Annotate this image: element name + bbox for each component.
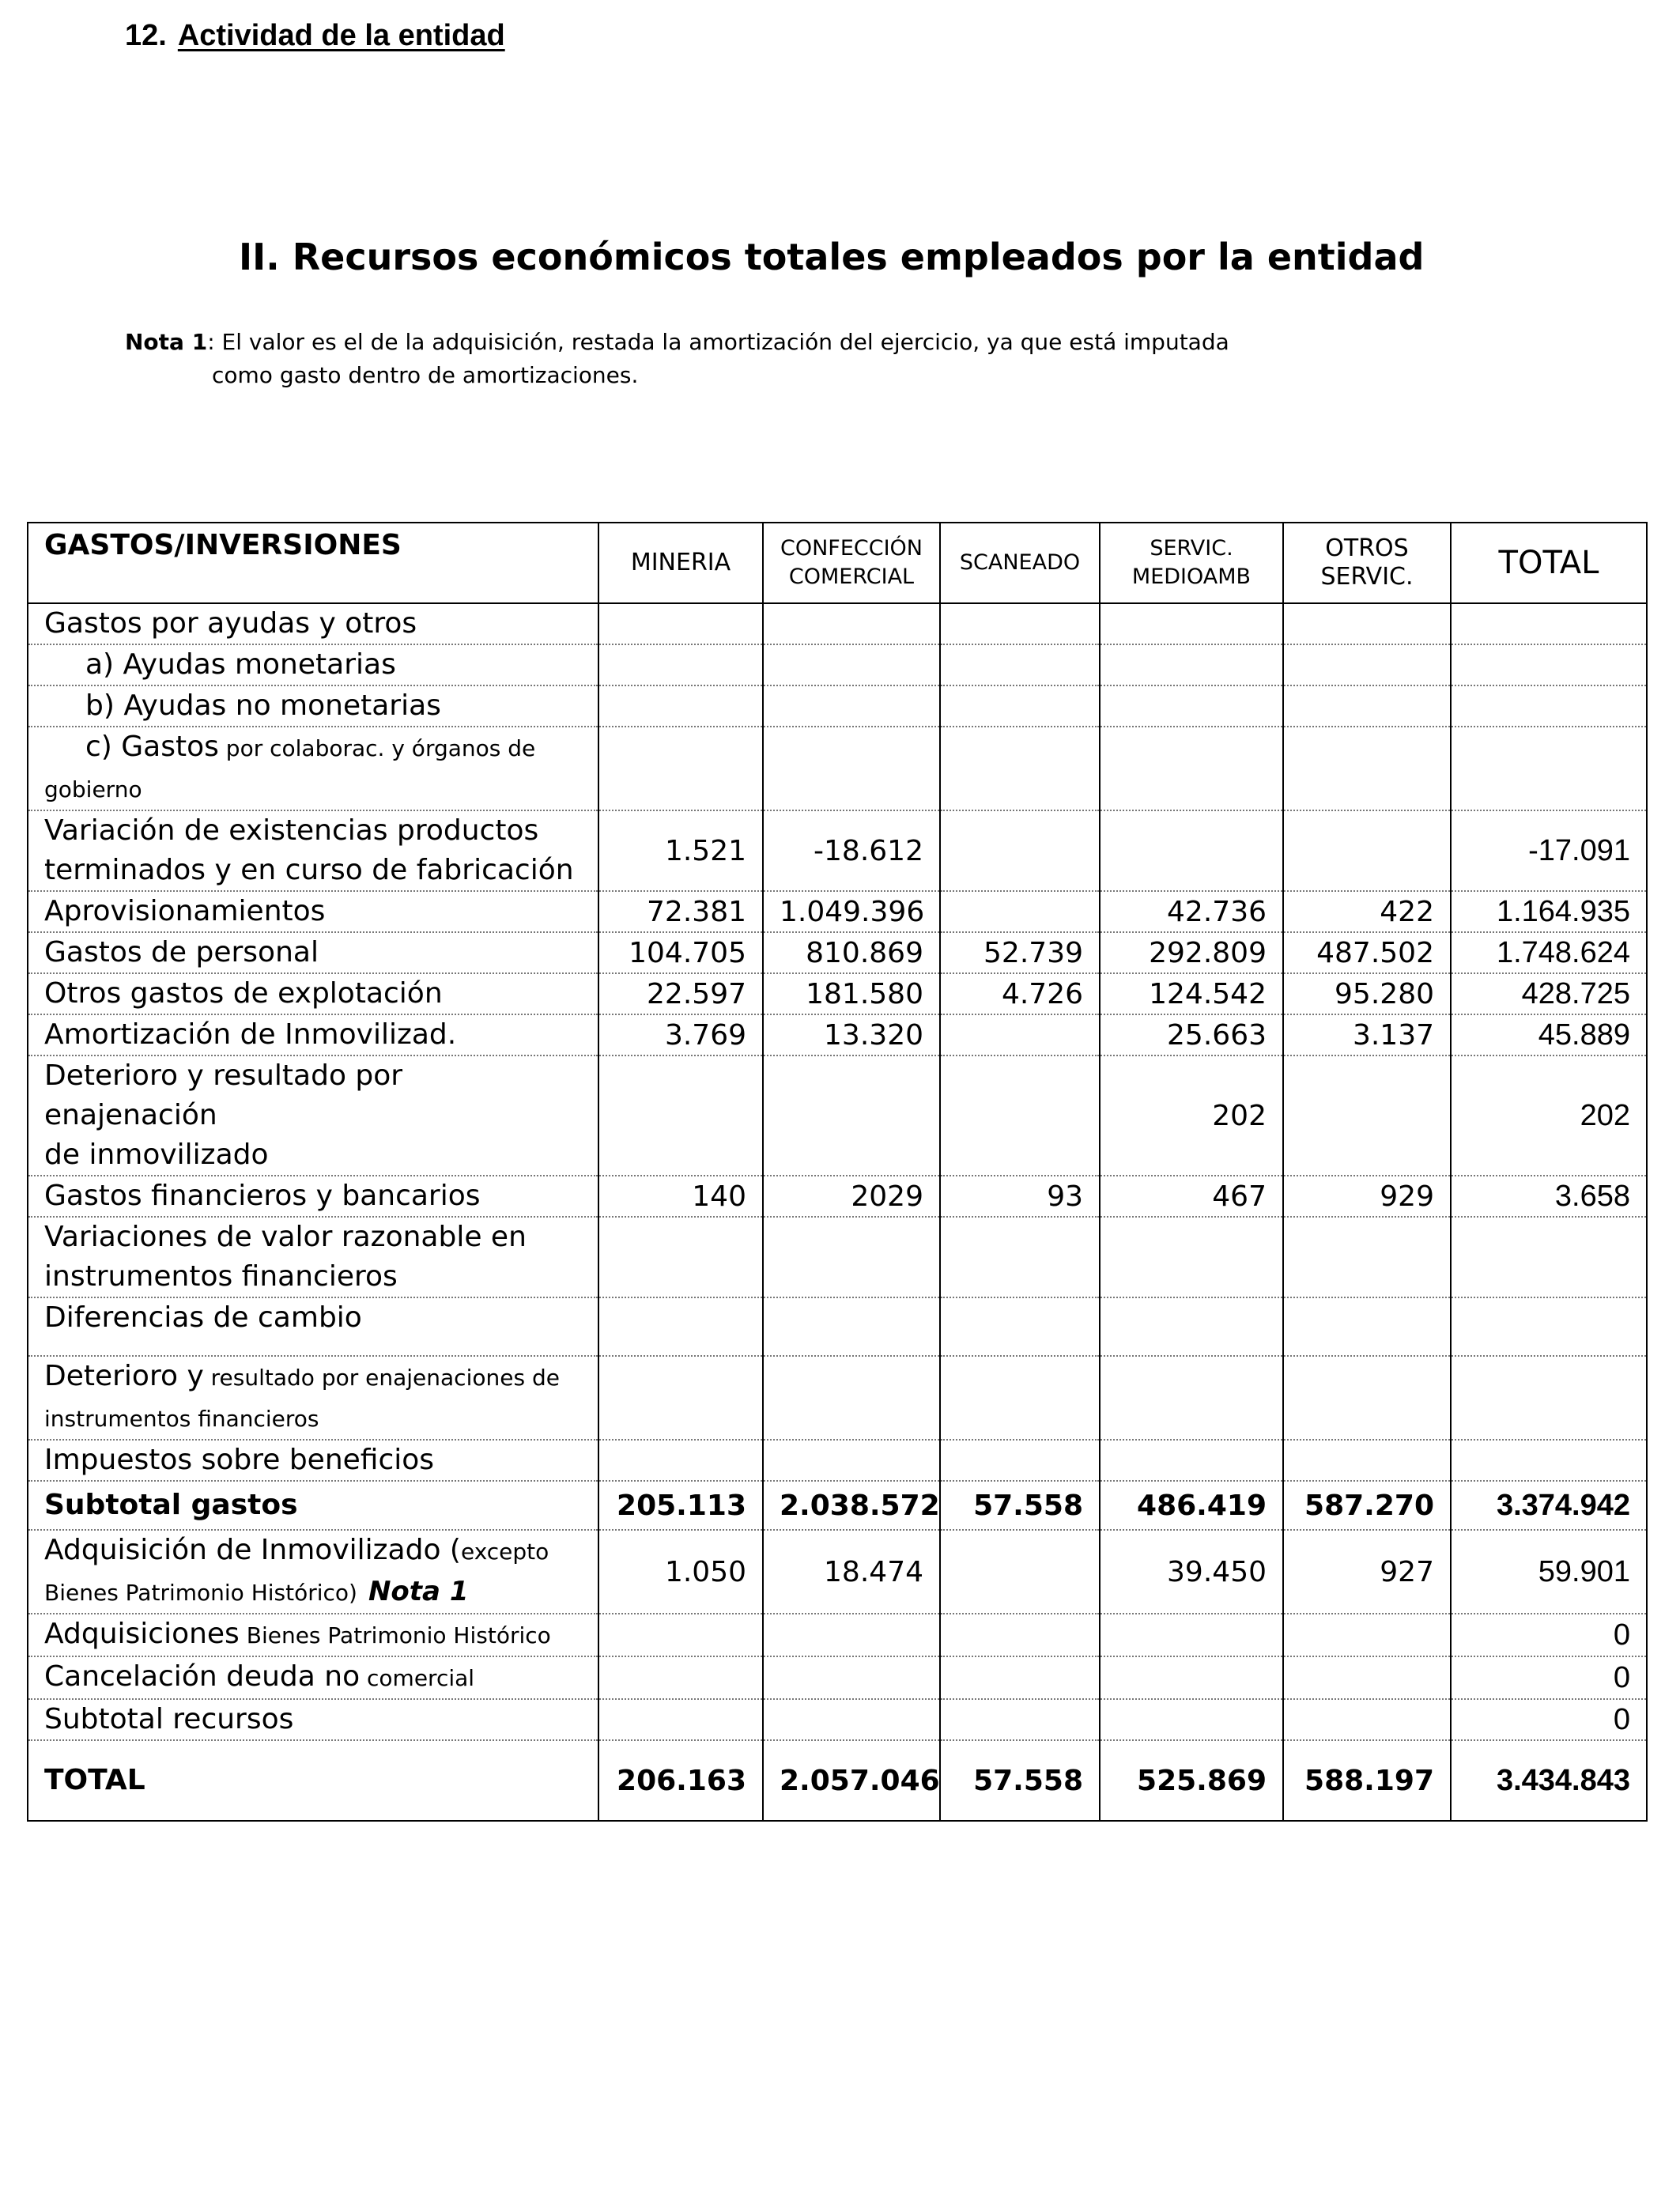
cell-confeccion: 2.057.046 — [763, 1740, 940, 1821]
cell-otros — [1283, 685, 1451, 727]
row-label — [28, 1614, 598, 1656]
cell-scaneado — [940, 1699, 1100, 1740]
row-label — [28, 1217, 598, 1297]
cell-scaneado: 93 — [940, 1176, 1100, 1217]
cell-total — [1451, 644, 1647, 685]
cell-total: 0 — [1451, 1656, 1647, 1699]
row-label — [28, 1356, 598, 1440]
cell-confeccion: 181.580 — [763, 973, 940, 1014]
table-row — [28, 727, 1647, 810]
cell-confeccion — [763, 1699, 940, 1740]
cell-confeccion: 2.038.572 — [763, 1481, 940, 1530]
cell-confeccion — [763, 1356, 940, 1440]
table-row — [28, 891, 1647, 932]
cell-otros: 927 — [1283, 1530, 1451, 1614]
cell-confeccion — [763, 603, 940, 644]
cell-scaneado: 52.739 — [940, 932, 1100, 973]
row-label-main: Adquisición de Inmovilizado ( — [44, 1534, 461, 1566]
row-label — [28, 810, 598, 891]
cell-otros — [1283, 1297, 1451, 1356]
cell-servic — [1100, 1614, 1283, 1656]
row-label: Subtotal recursos — [28, 1699, 598, 1740]
row-label-line2: terminados y en curso de fabricación — [44, 854, 574, 886]
cell-mineria: 22.597 — [598, 973, 763, 1014]
cell-scaneado — [940, 1614, 1100, 1656]
cell-otros: 487.502 — [1283, 932, 1451, 973]
cell-total — [1451, 685, 1647, 727]
cell-scaneado: 4.726 — [940, 973, 1100, 1014]
cell-servic — [1100, 1356, 1283, 1440]
cell-confeccion: -18.612 — [763, 810, 940, 891]
cell-scaneado — [940, 1656, 1100, 1699]
cell-total: 3.434.843 — [1451, 1740, 1647, 1821]
cell-total — [1451, 727, 1647, 810]
cell-scaneado — [940, 603, 1100, 644]
row-label-small-2: Bienes Patrimonio Histórico) — [44, 1580, 357, 1606]
cell-total: 0 — [1451, 1699, 1647, 1740]
cell-confeccion — [763, 1440, 940, 1481]
cell-total: 59.901 — [1451, 1530, 1647, 1614]
subtotal-gastos-row — [28, 1481, 1647, 1530]
cell-servic — [1100, 685, 1283, 727]
table-row — [28, 1656, 1647, 1699]
row-label-small: resultado por enajenaciones de — [203, 1365, 560, 1391]
cell-mineria — [598, 1656, 763, 1699]
row-label-small: excepto — [460, 1539, 549, 1565]
row-label — [28, 1055, 598, 1176]
row-label-line1: Variación de existencias productos — [44, 814, 539, 847]
row-label: TOTAL — [28, 1740, 598, 1821]
cell-confeccion — [763, 685, 940, 727]
cell-mineria — [598, 1297, 763, 1356]
cell-mineria: 1.050 — [598, 1530, 763, 1614]
table-row — [28, 1440, 1647, 1481]
cell-scaneado — [940, 685, 1100, 727]
cell-total: 202 — [1451, 1055, 1647, 1176]
section-title: Actividad de la entidad — [177, 19, 505, 52]
cell-mineria: 72.381 — [598, 891, 763, 932]
row-label-small-2: gobierno — [44, 776, 142, 802]
cell-otros — [1283, 1440, 1451, 1481]
header-otros-line2: SERVIC. — [1320, 563, 1414, 591]
cell-servic — [1100, 603, 1283, 644]
cell-otros: 95.280 — [1283, 973, 1451, 1014]
table-row — [28, 685, 1647, 727]
cell-otros: 929 — [1283, 1176, 1451, 1217]
header-gastos-inversiones: GASTOS/INVERSIONES — [28, 523, 598, 603]
cell-total — [1451, 1356, 1647, 1440]
cell-servic: 42.736 — [1100, 891, 1283, 932]
cell-mineria — [598, 1699, 763, 1740]
cell-total: 0 — [1451, 1614, 1647, 1656]
note-label: Nota 1 — [125, 329, 208, 355]
row-label-small: comercial — [360, 1665, 475, 1691]
cell-servic: 25.663 — [1100, 1014, 1283, 1055]
header-confeccion-line2: COMERCIAL — [788, 565, 915, 589]
row-label: Aprovisionamientos — [28, 891, 598, 932]
cell-total: 45.889 — [1451, 1014, 1647, 1055]
note-line-2: como gasto dentro de amortizaciones. — [212, 362, 639, 388]
cell-total: 3.374.942 — [1451, 1481, 1647, 1530]
row-label: Subtotal gastos — [28, 1481, 598, 1530]
row-label-line2: instrumentos financieros — [44, 1260, 398, 1293]
row-label: b) Ayudas no monetarias — [28, 685, 598, 727]
row-label-line1: Variaciones de valor razonable en — [44, 1221, 527, 1253]
section-heading — [125, 19, 505, 53]
row-label — [28, 1530, 598, 1614]
header-servic-medioamb — [1100, 523, 1283, 603]
cell-otros — [1283, 603, 1451, 644]
cell-confeccion: 2029 — [763, 1176, 940, 1217]
cell-total — [1451, 1217, 1647, 1297]
page-subtitle: II. Recursos económicos totales empleados por la entidad — [239, 236, 1425, 278]
cell-confeccion — [763, 727, 940, 810]
cell-otros: 588.197 — [1283, 1740, 1451, 1821]
row-label: Impuestos sobre beneficios — [28, 1440, 598, 1481]
row-label: Diferencias de cambio — [28, 1297, 598, 1356]
table-row — [28, 644, 1647, 685]
nota-1-tag: Nota 1 — [368, 1576, 469, 1607]
cell-confeccion — [763, 1055, 940, 1176]
cell-mineria: 140 — [598, 1176, 763, 1217]
cell-confeccion: 13.320 — [763, 1014, 940, 1055]
table-row — [28, 1297, 1647, 1356]
cell-total: 1.748.624 — [1451, 932, 1647, 973]
cell-total — [1451, 1440, 1647, 1481]
cell-mineria — [598, 685, 763, 727]
cell-mineria — [598, 1356, 763, 1440]
row-label: Gastos financieros y bancarios — [28, 1176, 598, 1217]
cell-servic — [1100, 1217, 1283, 1297]
cell-otros — [1283, 1356, 1451, 1440]
cell-otros — [1283, 644, 1451, 685]
cell-scaneado — [940, 1055, 1100, 1176]
cell-mineria — [598, 603, 763, 644]
cell-total: 1.164.935 — [1451, 891, 1647, 932]
cell-servic — [1100, 1656, 1283, 1699]
cell-otros — [1283, 1614, 1451, 1656]
cell-mineria: 104.705 — [598, 932, 763, 973]
cell-servic — [1100, 727, 1283, 810]
cell-mineria — [598, 1217, 763, 1297]
row-label — [28, 1656, 598, 1699]
table-row — [28, 1699, 1647, 1740]
table-header-row — [28, 523, 1647, 603]
cell-scaneado: 57.558 — [940, 1481, 1100, 1530]
table-row — [28, 1356, 1647, 1440]
cell-servic: 39.450 — [1100, 1530, 1283, 1614]
cell-servic: 202 — [1100, 1055, 1283, 1176]
cell-total: 428.725 — [1451, 973, 1647, 1014]
cell-scaneado — [940, 891, 1100, 932]
header-mineria: MINERIA — [598, 523, 763, 603]
table-row — [28, 603, 1647, 644]
cell-scaneado — [940, 1014, 1100, 1055]
table-row — [28, 1014, 1647, 1055]
cell-scaneado — [940, 644, 1100, 685]
cell-confeccion — [763, 1614, 940, 1656]
cell-servic: 124.542 — [1100, 973, 1283, 1014]
row-label: Otros gastos de explotación — [28, 973, 598, 1014]
header-scaneado: SCANEADO — [940, 523, 1100, 603]
total-row — [28, 1740, 1647, 1821]
cell-scaneado — [940, 1356, 1100, 1440]
cell-mineria — [598, 644, 763, 685]
row-label-main: Deterioro y — [44, 1360, 204, 1392]
table-row — [28, 1217, 1647, 1297]
cell-confeccion — [763, 644, 940, 685]
cell-servic — [1100, 1440, 1283, 1481]
cell-otros — [1283, 1699, 1451, 1740]
cell-servic: 292.809 — [1100, 932, 1283, 973]
table-row — [28, 810, 1647, 891]
note-1 — [125, 326, 1229, 392]
table-row — [28, 1176, 1647, 1217]
cell-otros — [1283, 1217, 1451, 1297]
table-row — [28, 932, 1647, 973]
row-label: a) Ayudas monetarias — [28, 644, 598, 685]
cell-scaneado — [940, 1217, 1100, 1297]
cell-mineria: 206.163 — [598, 1740, 763, 1821]
row-label: Amortización de Inmovilizad. — [28, 1014, 598, 1055]
table-row — [28, 973, 1647, 1014]
header-servic-line2: MEDIOAMB — [1131, 565, 1252, 589]
cell-confeccion — [763, 1217, 940, 1297]
cell-scaneado — [940, 810, 1100, 891]
row-label-main: Adquisiciones — [44, 1618, 240, 1650]
cell-mineria — [598, 1055, 763, 1176]
header-confeccion-comercial — [763, 523, 940, 603]
cell-otros — [1283, 727, 1451, 810]
row-label-main: Cancelación deuda no — [44, 1660, 361, 1693]
cell-total: 3.658 — [1451, 1176, 1647, 1217]
cell-otros — [1283, 1055, 1451, 1176]
cell-scaneado — [940, 1440, 1100, 1481]
row-label: Gastos por ayudas y otros — [28, 603, 598, 644]
cell-confeccion — [763, 1656, 940, 1699]
cell-servic — [1100, 644, 1283, 685]
header-servic-line1: SERVIC. — [1150, 536, 1233, 561]
header-otros-line1: OTROS — [1325, 534, 1409, 562]
row-label-small: Bienes Patrimonio Histórico — [239, 1622, 551, 1648]
cell-confeccion: 810.869 — [763, 932, 940, 973]
cell-confeccion: 18.474 — [763, 1530, 940, 1614]
cell-otros — [1283, 1656, 1451, 1699]
cell-mineria — [598, 1614, 763, 1656]
table-row — [28, 1055, 1647, 1176]
cell-mineria: 3.769 — [598, 1014, 763, 1055]
cell-total: -17.091 — [1451, 810, 1647, 891]
cell-scaneado — [940, 1530, 1100, 1614]
cell-servic — [1100, 1297, 1283, 1356]
note-line-1: : El valor es el de la adquisición, restada la amortización del ejercicio, ya que está imputada — [207, 329, 1229, 355]
row-label — [28, 727, 598, 810]
table-row — [28, 1530, 1647, 1614]
header-otros-servic — [1283, 523, 1451, 603]
cell-mineria — [598, 727, 763, 810]
cell-total — [1451, 603, 1647, 644]
row-label: Gastos de personal — [28, 932, 598, 973]
cell-servic — [1100, 1699, 1283, 1740]
table-row — [28, 1614, 1647, 1656]
header-confeccion-line1: CONFECCIÓN — [780, 536, 923, 561]
cell-otros — [1283, 810, 1451, 891]
cell-scaneado — [940, 1297, 1100, 1356]
row-label-small: por colaborac. y órganos de — [218, 735, 536, 761]
cell-servic: 486.419 — [1100, 1481, 1283, 1530]
cell-servic — [1100, 810, 1283, 891]
resources-table — [27, 522, 1648, 1822]
cell-otros: 587.270 — [1283, 1481, 1451, 1530]
row-label-line2: de inmovilizado — [44, 1139, 269, 1171]
cell-mineria — [598, 1440, 763, 1481]
row-label-line1: Deterioro y resultado por enajenación — [44, 1059, 403, 1131]
cell-mineria: 205.113 — [598, 1481, 763, 1530]
header-total: TOTAL — [1451, 523, 1647, 603]
cell-confeccion — [763, 1297, 940, 1356]
cell-scaneado: 57.558 — [940, 1740, 1100, 1821]
row-label-small-2: instrumentos financieros — [44, 1406, 319, 1432]
cell-otros: 422 — [1283, 891, 1451, 932]
cell-servic: 467 — [1100, 1176, 1283, 1217]
cell-otros: 3.137 — [1283, 1014, 1451, 1055]
cell-total — [1451, 1297, 1647, 1356]
cell-scaneado — [940, 727, 1100, 810]
cell-mineria: 1.521 — [598, 810, 763, 891]
section-number: 12. — [125, 19, 167, 52]
row-label-main: c) Gastos — [85, 731, 219, 763]
cell-servic: 525.869 — [1100, 1740, 1283, 1821]
cell-confeccion: 1.049.396 — [763, 891, 940, 932]
